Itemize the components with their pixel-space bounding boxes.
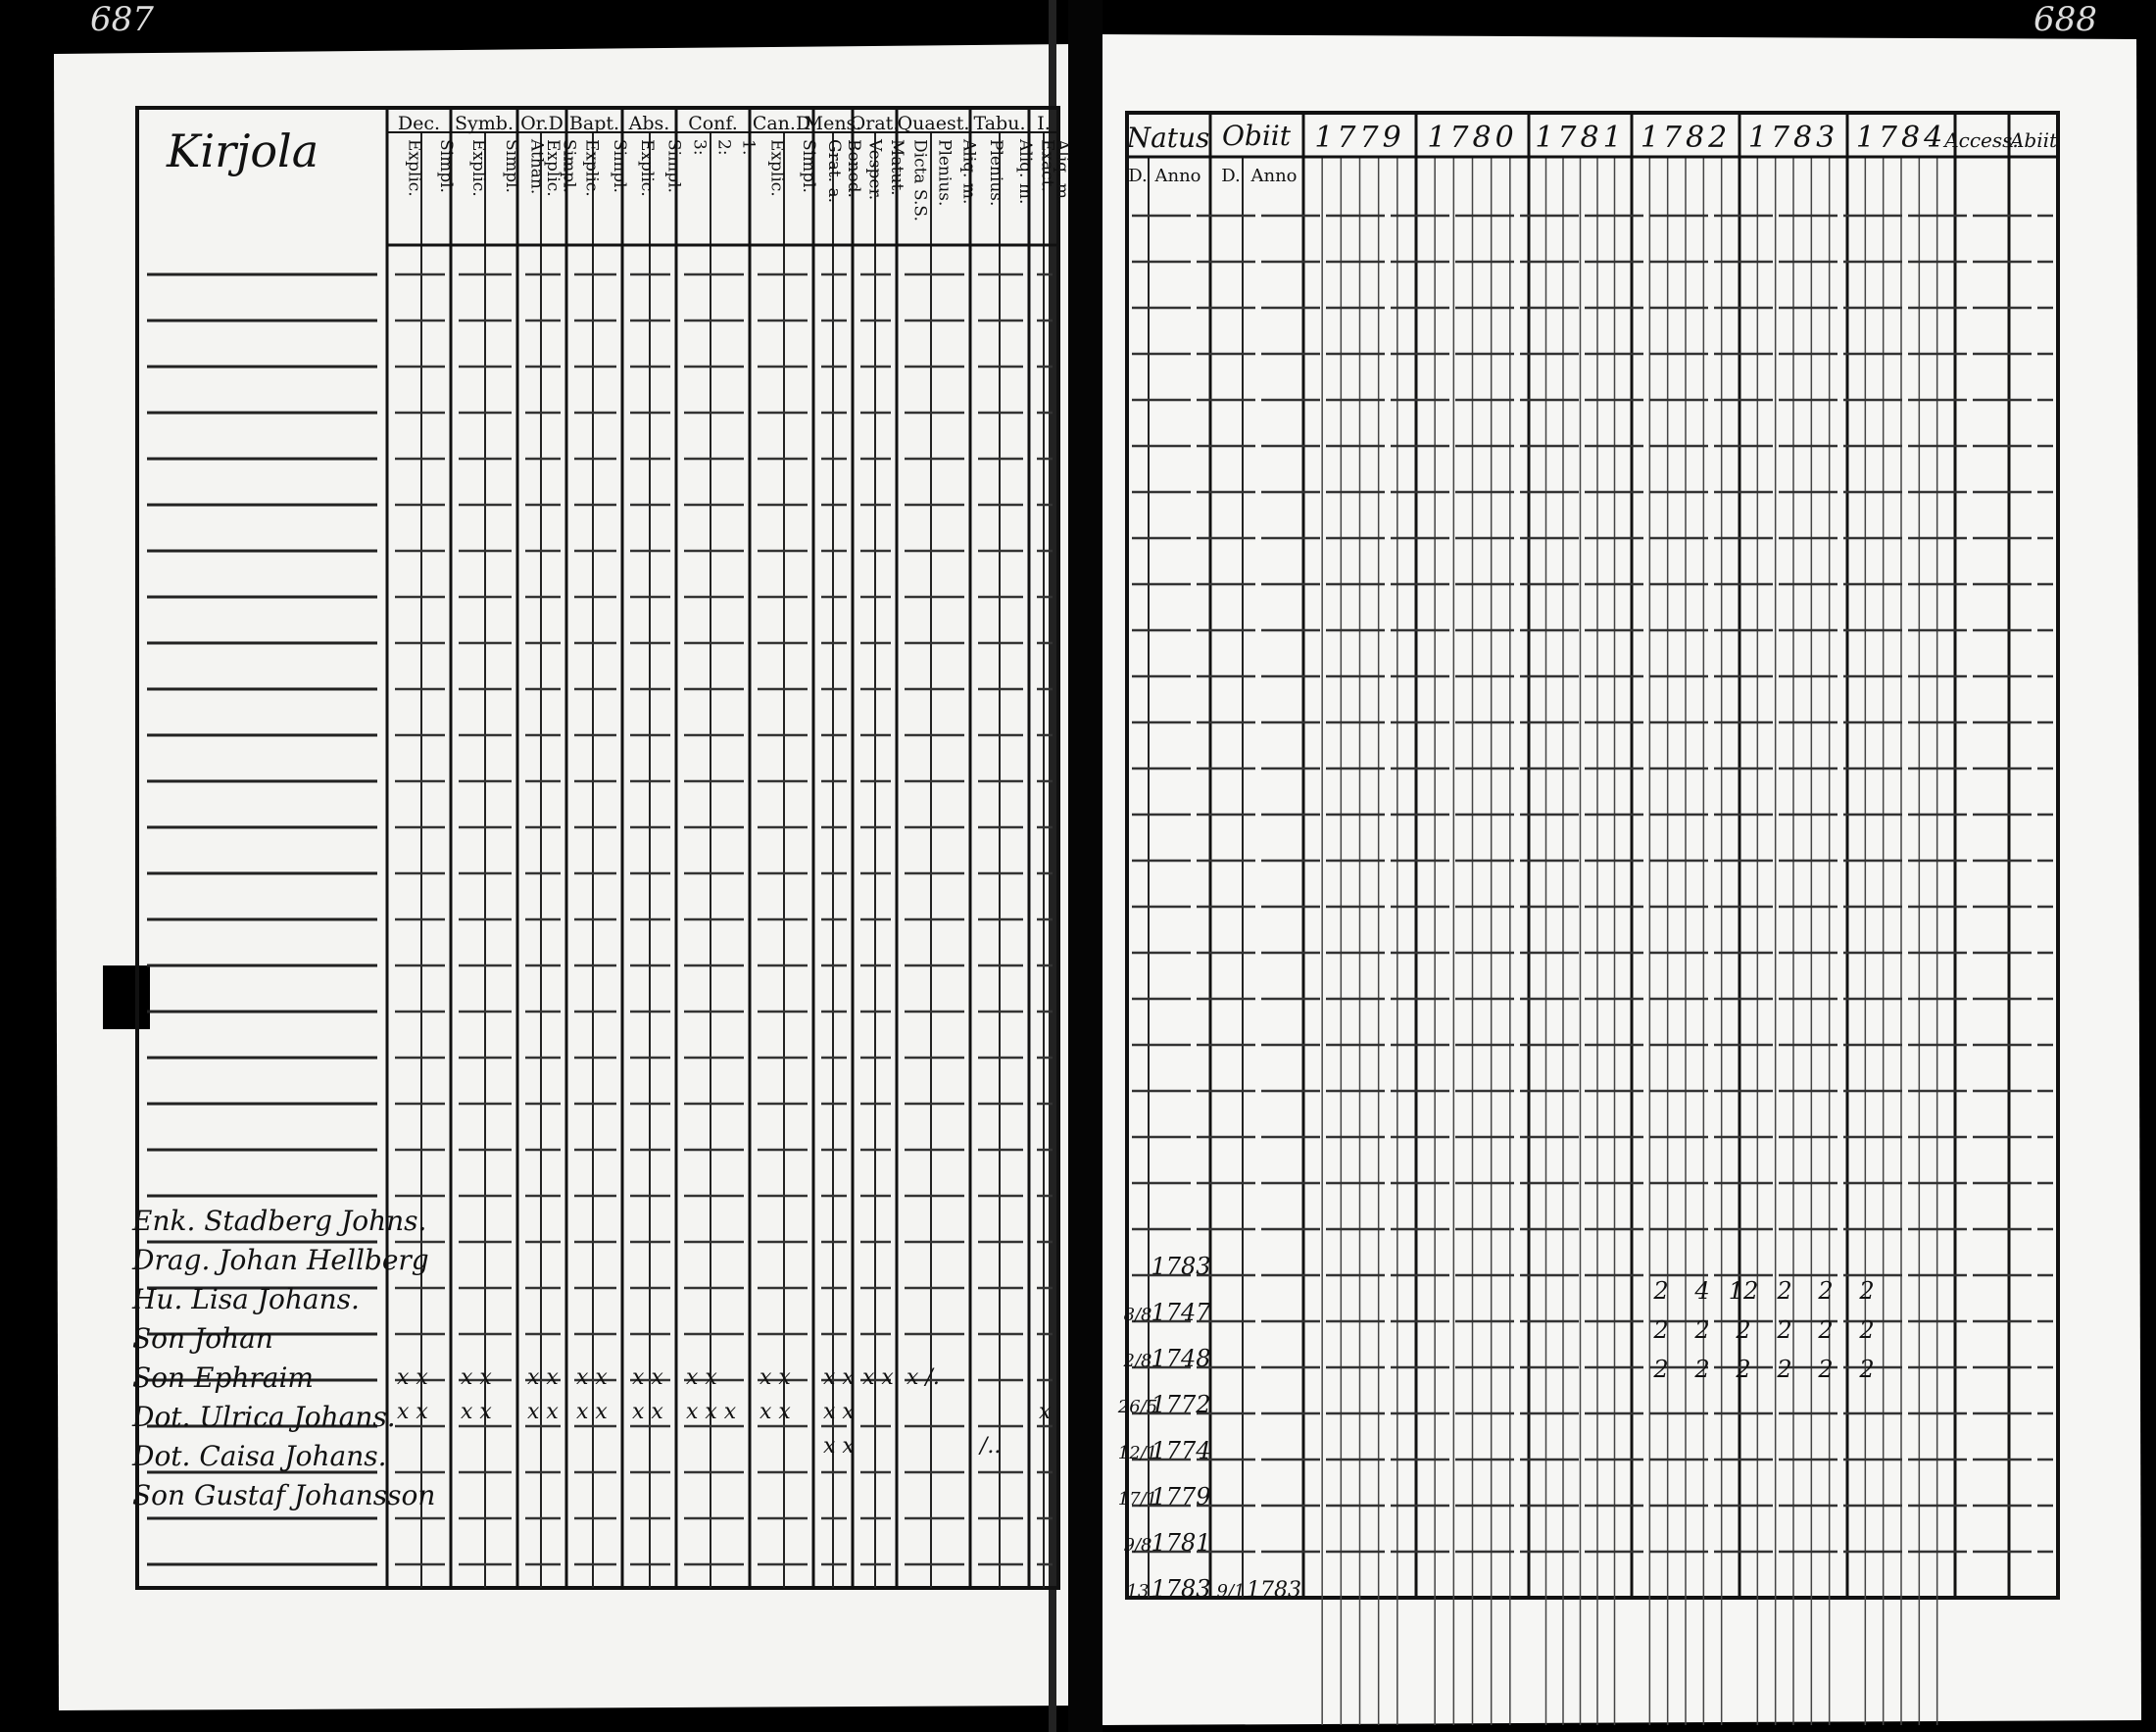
year-exam-mark: 2	[1653, 1356, 1669, 1383]
village-name: Kirjola	[167, 124, 319, 177]
birth-year: 1772	[1151, 1391, 1211, 1418]
left-col-subtitle: Exact.	[1037, 139, 1057, 192]
register-name: Hu. Lisa Johans.	[132, 1283, 360, 1315]
year-exam-mark: 2	[1777, 1356, 1792, 1383]
left-col-subtitle: Plenius.	[934, 139, 955, 207]
left-col-subtitle: Aliq. m.	[1015, 139, 1035, 205]
left-col-subtitle: Aliq. m.	[958, 139, 979, 205]
birth-day: 9/8	[1123, 1535, 1152, 1556]
obiit-header: Obiit	[1221, 120, 1292, 152]
left-col-subtitle: Dicta S.S.	[909, 139, 930, 222]
left-col-title: Dec.	[397, 113, 441, 134]
birth-day: 2/8	[1123, 1351, 1152, 1371]
birth-day: 26/5	[1117, 1397, 1158, 1417]
register-name: Enk. Stadberg Johns.	[132, 1205, 427, 1237]
left-col-title: Mens.	[804, 113, 862, 134]
left-col-subtitle: Simpl.	[798, 139, 818, 193]
obiit-d-header: D.	[1221, 166, 1241, 186]
exam-mark: x x	[527, 1365, 559, 1390]
year-header: 1781	[1535, 121, 1626, 155]
left-col-subtitle: Explic.	[636, 139, 657, 197]
left-col-title: Tabu.	[973, 113, 1026, 134]
left-col-subtitle: 3:	[689, 139, 710, 156]
left-col-title: Bapt.	[568, 113, 620, 134]
year-exam-mark: 2	[1777, 1277, 1792, 1305]
year-exam-mark: 2	[1818, 1316, 1834, 1344]
binding-tab	[103, 965, 150, 1029]
left-col-subtitle: Simpl.	[663, 139, 684, 193]
obiit-anno-header: Anno	[1250, 166, 1298, 186]
left-col-subtitle: Explic.	[543, 139, 563, 197]
exam-mark: x x	[461, 1365, 492, 1390]
year-exam-mark: 2	[1694, 1316, 1710, 1344]
left-col-title: I.	[1037, 113, 1051, 134]
left-col-subtitle: 1:	[738, 139, 759, 156]
natus-d-header: D.	[1128, 166, 1148, 186]
exam-mark: x x	[461, 1400, 492, 1424]
left-col-subtitle: Explic.	[468, 139, 488, 197]
register-name: Dot. Caisa Johans.	[132, 1440, 387, 1472]
register-name: Son Gustaf Johansson	[132, 1479, 436, 1511]
exam-mark: x x x	[686, 1400, 737, 1424]
left-col-subtitle: Explic.	[766, 139, 787, 197]
birth-day: 12/1	[1117, 1443, 1158, 1463]
natus-anno-header: Anno	[1154, 166, 1201, 186]
year-exam-mark: 2	[1653, 1316, 1669, 1344]
year-header: 1784	[1855, 121, 1947, 155]
exam-mark: x x	[862, 1365, 894, 1390]
left-col-subtitle: Vesper.	[864, 139, 885, 201]
register-name: Drag. Johan Hellberg	[132, 1244, 429, 1276]
year-header: 1779	[1314, 121, 1405, 155]
left-col-subtitle: Bened.	[844, 139, 863, 198]
year-exam-mark: 2	[1859, 1277, 1875, 1305]
left-col-subtitle: 2:	[713, 139, 734, 156]
left-col-title: Quaest.	[897, 113, 970, 134]
year-exam-mark: 2	[1818, 1277, 1834, 1305]
exam-mark: x x	[632, 1400, 663, 1424]
exam-mark: x x	[397, 1400, 428, 1424]
year-exam-mark: 4	[1694, 1277, 1710, 1305]
year-exam-mark: 2	[1653, 1277, 1669, 1305]
left-col-subtitle: Aliq. m.	[1052, 139, 1072, 205]
right-page-number: 688	[2034, 0, 2097, 39]
exam-mark: x x	[576, 1365, 608, 1390]
birth-year: 1779	[1151, 1483, 1211, 1510]
accessit-header: Access.	[1944, 128, 2019, 152]
left-col-subtitle: Simpl.	[559, 139, 579, 193]
left-col-subtitle: Simpl.	[609, 139, 629, 193]
death-year: 1783	[1247, 1578, 1301, 1603]
abiit-header: Abiit	[2009, 128, 2058, 152]
year-header: 1782	[1640, 121, 1732, 155]
gutter	[1068, 0, 1102, 1732]
exam-mark: /..	[980, 1434, 1002, 1459]
exam-mark: x x	[823, 1365, 855, 1390]
year-exam-mark: 2	[1736, 1356, 1751, 1383]
left-col-subtitle: Simpl.	[435, 139, 456, 193]
birth-year: 1783	[1151, 1575, 1211, 1603]
year-header: 1780	[1427, 121, 1518, 155]
exam-mark: x x	[760, 1400, 791, 1424]
exam-mark: x x	[576, 1400, 608, 1424]
left-col-subtitle: Explic.	[404, 139, 424, 197]
year-exam-mark: 12	[1728, 1277, 1759, 1305]
birth-day: 17/1	[1117, 1489, 1158, 1509]
left-col-title: Or.D	[520, 113, 564, 134]
year-exam-mark: 2	[1736, 1316, 1751, 1344]
right-page-paper	[1098, 34, 2141, 1725]
year-exam-mark: 2	[1859, 1316, 1875, 1344]
year-exam-mark: 2	[1859, 1356, 1875, 1383]
year-exam-mark: 2	[1694, 1356, 1710, 1383]
birth-year: 1774	[1151, 1437, 1211, 1464]
register-name: Son Johan	[132, 1322, 273, 1355]
exam-mark: x x	[527, 1400, 559, 1424]
birth-year: 1748	[1151, 1345, 1211, 1372]
left-col-subtitle: Explic.	[581, 139, 602, 197]
exam-mark: x x	[760, 1365, 791, 1390]
year-exam-mark: 2	[1818, 1356, 1834, 1383]
register-name: Son Ephraim	[132, 1361, 314, 1394]
exam-mark: x x	[823, 1434, 855, 1459]
birth-year: 1783	[1151, 1253, 1211, 1280]
birth-day: 13	[1126, 1581, 1150, 1602]
birth-year: 1781	[1151, 1529, 1211, 1557]
left-col-subtitle: Simpl.	[502, 139, 521, 193]
left-col-subtitle: Grat. a.	[824, 139, 844, 204]
exam-mark: x x	[686, 1365, 717, 1390]
year-exam-mark: 2	[1777, 1316, 1792, 1344]
birth-day: 8/8	[1123, 1305, 1152, 1325]
exam-mark: x x	[632, 1365, 663, 1390]
register-name: Dot. Ulrica Johans.	[132, 1401, 396, 1433]
left-page-number: 687	[90, 0, 154, 39]
exam-mark: x	[1039, 1400, 1052, 1424]
exam-mark: x /.	[906, 1365, 940, 1390]
natus-header: Natus	[1126, 122, 1210, 154]
left-col-title: Can.D	[752, 113, 811, 134]
year-header: 1783	[1747, 121, 1839, 155]
death-day: 9/1	[1216, 1581, 1246, 1602]
exam-mark: x x	[823, 1400, 855, 1424]
left-col-subtitle: Matut.	[886, 139, 906, 196]
birth-year: 1747	[1151, 1299, 1211, 1326]
left-col-subtitle: Plenius.	[986, 139, 1005, 207]
left-col-title: Symb.	[455, 113, 514, 134]
left-col-subtitle: Athan.	[526, 139, 547, 195]
left-col-title: Abs.	[628, 113, 670, 134]
left-col-title: Conf.	[688, 113, 738, 134]
left-col-title: Orat.	[850, 113, 900, 134]
exam-mark: x x	[397, 1365, 428, 1390]
